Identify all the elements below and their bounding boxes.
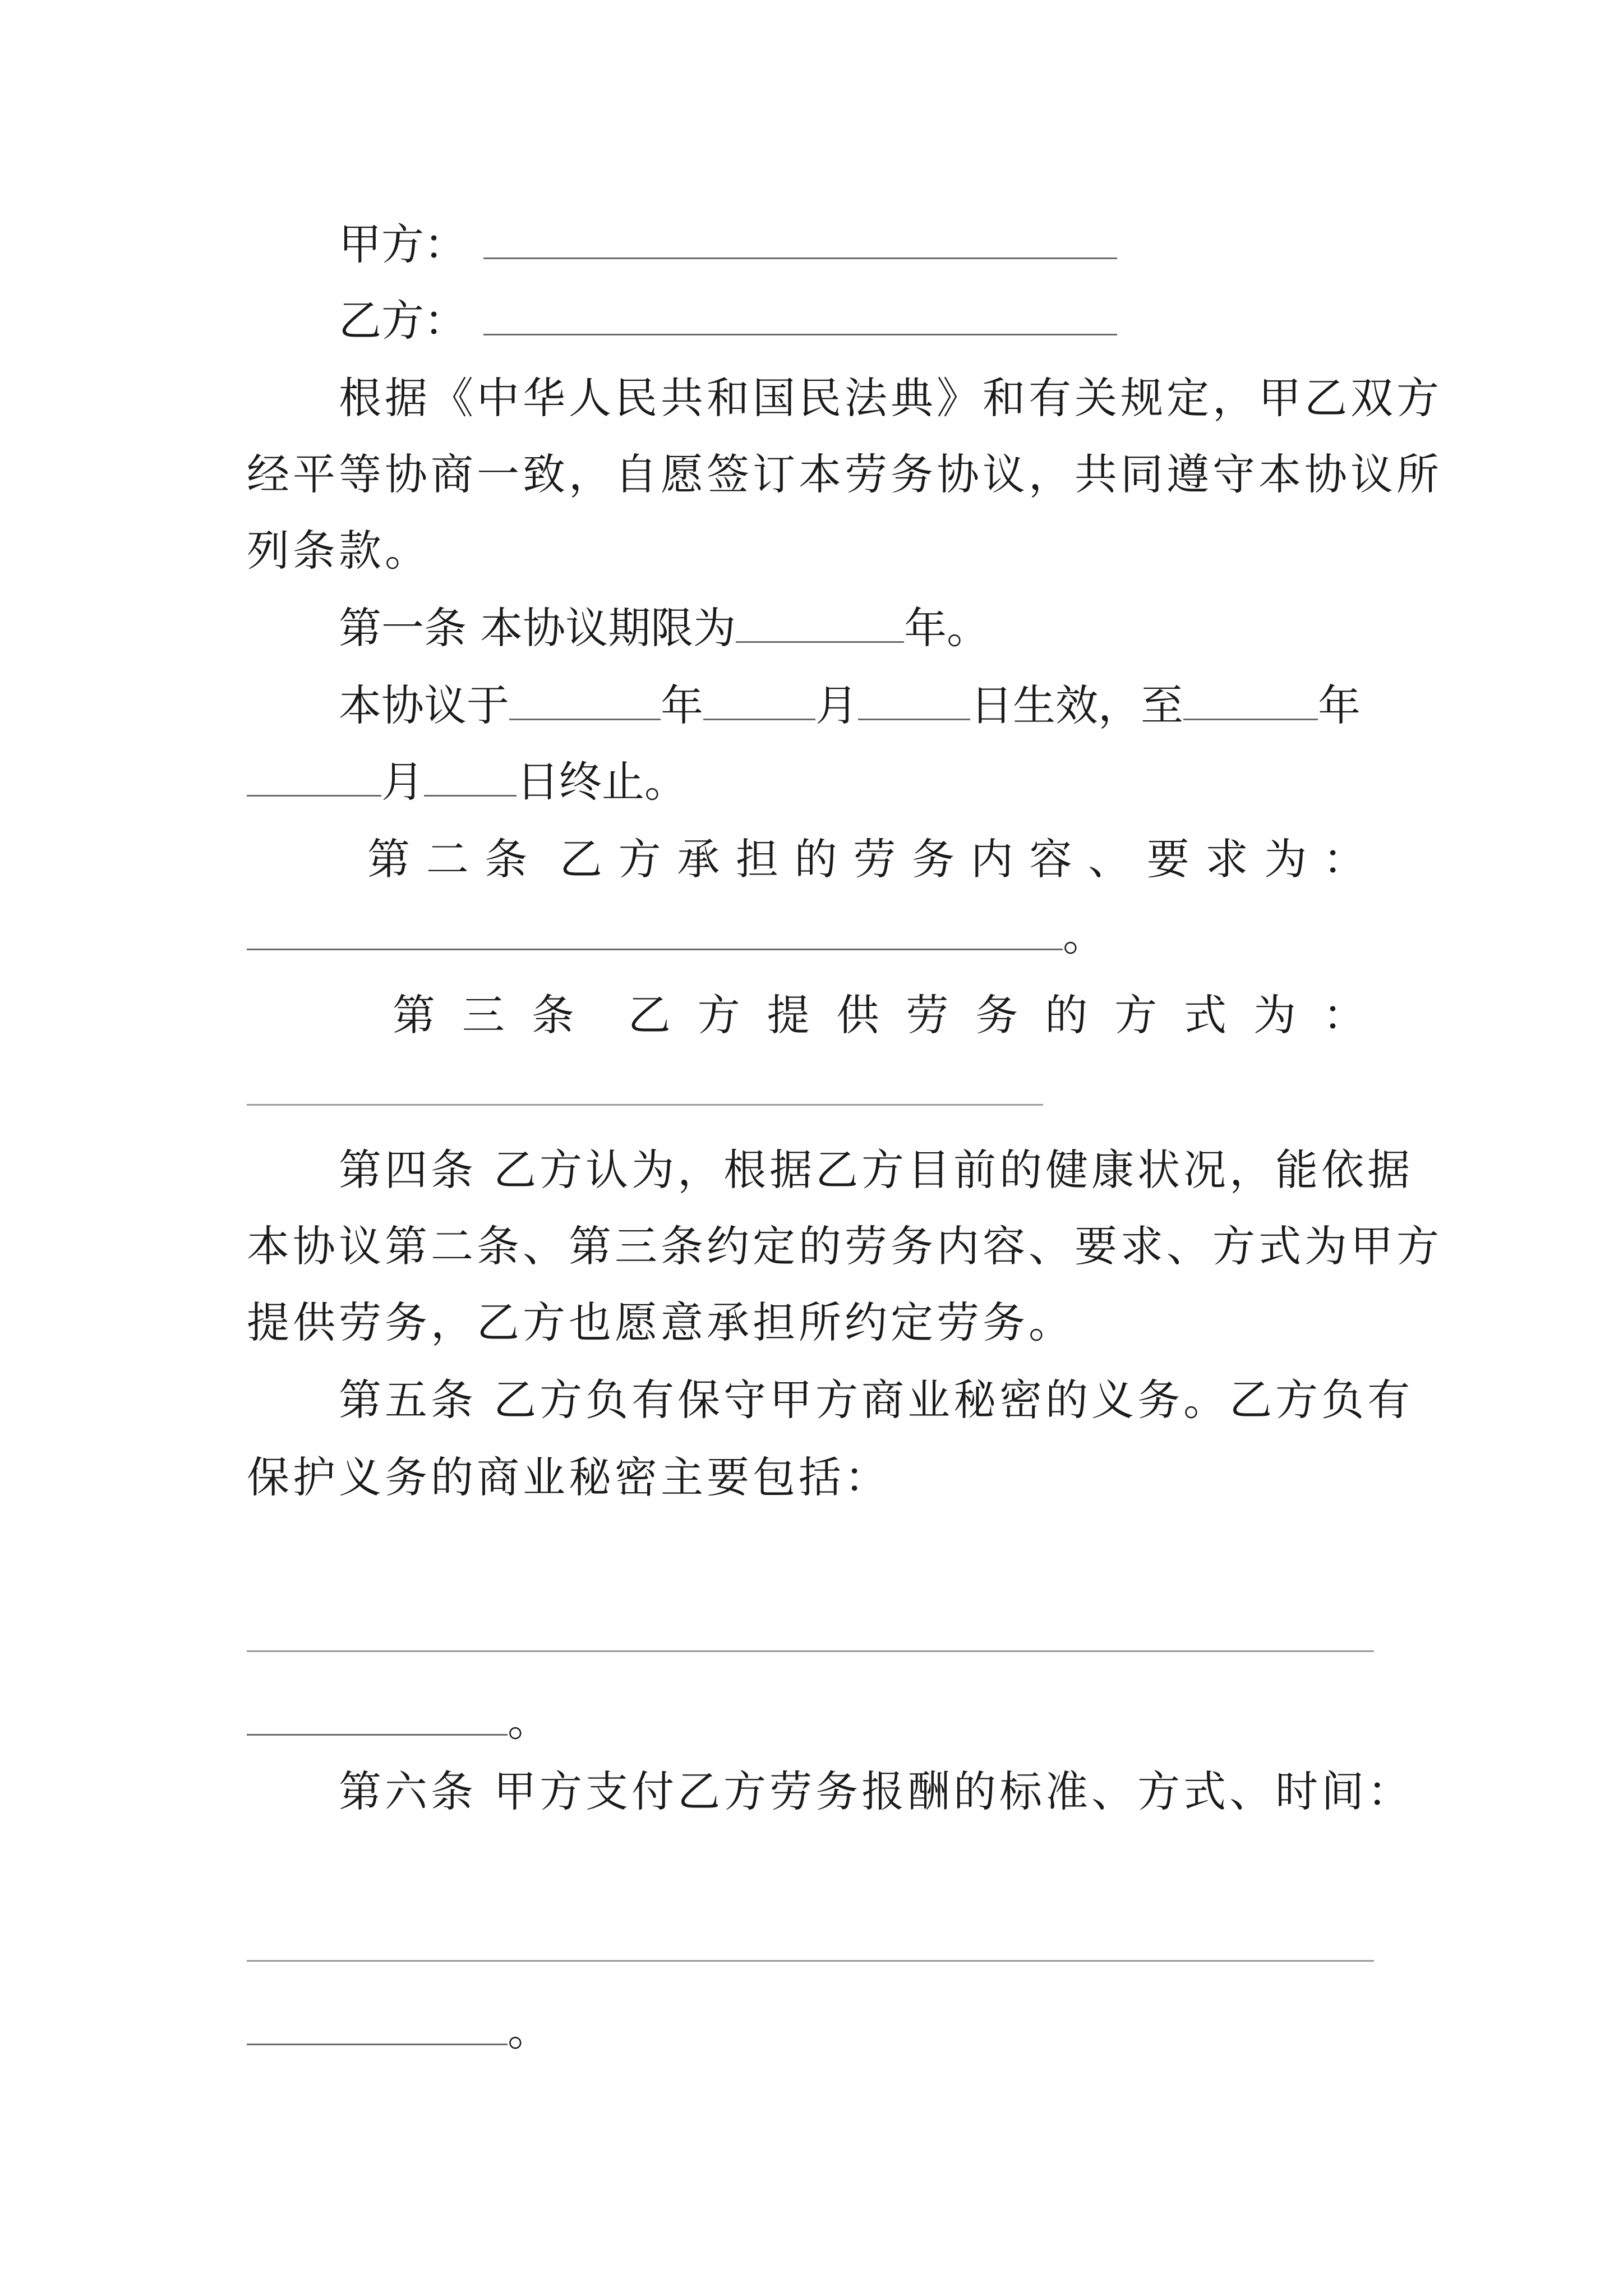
effective-start-label: 本协议于 — [339, 680, 509, 730]
start-year-field[interactable] — [509, 684, 661, 720]
article-2-char: 容 — [1029, 834, 1072, 884]
end-month-field[interactable] — [247, 761, 381, 797]
article-2-char: 乙 — [559, 834, 602, 884]
article-2-char: 的 — [794, 834, 837, 884]
party-b-label: 乙方： — [339, 296, 467, 346]
term-years-field[interactable] — [736, 607, 904, 643]
article-1-end-line — [247, 757, 687, 807]
trade-secrets-field-line-1[interactable] — [247, 1650, 1374, 1652]
article-2-end: 。 — [1063, 910, 1105, 960]
end-year-field[interactable] — [1183, 684, 1318, 720]
article-5-line-2: 保护义务的商业秘密主要包括： — [247, 1452, 891, 1502]
article-5-end-line — [247, 1696, 550, 1746]
article-3-char: 第 — [393, 990, 435, 1040]
article-2-char: 求 — [1205, 834, 1248, 884]
article-2-char: 第 — [367, 834, 410, 884]
article-3-char: 乙 — [628, 990, 671, 1040]
remuneration-field-line-2[interactable] — [247, 2009, 508, 2045]
article-3-char: 为 — [1253, 990, 1296, 1040]
article-6-line-1: 第六条 甲方支付乙方劳务报酬的标准、方式、时间： — [339, 1766, 1414, 1816]
article-3-char: ： — [1322, 990, 1366, 1040]
article-4-line-1: 第四条 乙方认为，根据乙方目前的健康状况，能依据 — [339, 1145, 1414, 1195]
article-3-char: 劳 — [906, 990, 949, 1040]
article-1-term — [339, 603, 990, 653]
article-3-char: 的 — [1045, 990, 1088, 1040]
article-1-suffix: 年。 — [904, 603, 990, 653]
labor-content-field[interactable] — [247, 914, 1063, 950]
article-2-char: 要 — [1146, 834, 1189, 884]
end-year-label: 年 — [1318, 680, 1361, 730]
trade-secrets-field-line-2[interactable] — [247, 1700, 508, 1736]
article-3-heading — [393, 990, 1366, 1040]
article-3-char: 提 — [767, 990, 810, 1040]
article-3-char: 条 — [531, 990, 574, 1040]
labor-method-field[interactable] — [247, 1104, 1043, 1106]
article-2-char: 、 — [1088, 834, 1131, 884]
article-2-char: 为 — [1264, 834, 1307, 884]
month-label: 月 — [815, 680, 858, 730]
article-3-char: 方 — [697, 990, 740, 1040]
article-2-char: ： — [1322, 834, 1366, 884]
effective-day-label: 日生效，至 — [970, 680, 1183, 730]
preamble-line-3: 列条款。 — [247, 526, 431, 576]
party-a-field[interactable] — [483, 223, 1117, 259]
start-day-field[interactable] — [858, 684, 970, 720]
preamble-line-2: 经平等协商一致，自愿签订本劳务协议，共同遵守本协议所 — [247, 449, 1442, 499]
end-day-label: 日终止。 — [517, 757, 687, 807]
article-1-prefix: 第一条 本协议期限为 — [339, 603, 736, 653]
article-3-char: 三 — [462, 990, 505, 1040]
article-5-line-1: 第五条 乙方负有保守甲方商业秘密的义务。乙方负有 — [339, 1375, 1414, 1425]
article-6-end-line — [247, 2005, 550, 2055]
article-2-heading — [367, 834, 1366, 884]
party-b-field[interactable] — [483, 300, 1117, 335]
article-1-dates — [339, 680, 1361, 730]
preamble-line-1: 根据《中华人民共和国民法典》和有关规定，甲乙双方 — [339, 373, 1442, 423]
party-a-label: 甲方： — [339, 219, 467, 269]
article-2-char: 二 — [426, 834, 469, 884]
article-4-line-2: 本协议第二条、第三条约定的劳务内容、要求、方式为甲方 — [247, 1221, 1442, 1271]
article-2-char: 劳 — [853, 834, 896, 884]
article-2-char: 方 — [618, 834, 661, 884]
start-month-field[interactable] — [703, 684, 815, 720]
article-2-char: 内 — [970, 834, 1013, 884]
article-2-char: 务 — [912, 834, 955, 884]
article-2-char: 担 — [735, 834, 778, 884]
party-b-line — [339, 296, 1117, 346]
article-6-end: 。 — [508, 2005, 550, 2055]
article-3-char: 务 — [975, 990, 1018, 1040]
article-3-char: 方 — [1114, 990, 1158, 1040]
article-2-content-line — [247, 910, 1105, 960]
end-day-field[interactable] — [424, 761, 517, 797]
article-2-char: 承 — [677, 834, 720, 884]
article-3-char: 式 — [1184, 990, 1227, 1040]
year-label: 年 — [661, 680, 703, 730]
party-a-line — [339, 219, 1117, 269]
article-4-line-3: 提供劳务，乙方也愿意承担所约定劳务。 — [247, 1297, 1075, 1347]
article-2-char: 条 — [485, 834, 528, 884]
article-5-end: 。 — [508, 1696, 550, 1746]
article-3-char: 供 — [836, 990, 879, 1040]
end-month-label: 月 — [381, 757, 424, 807]
remuneration-field-line-1[interactable] — [247, 1960, 1374, 1962]
